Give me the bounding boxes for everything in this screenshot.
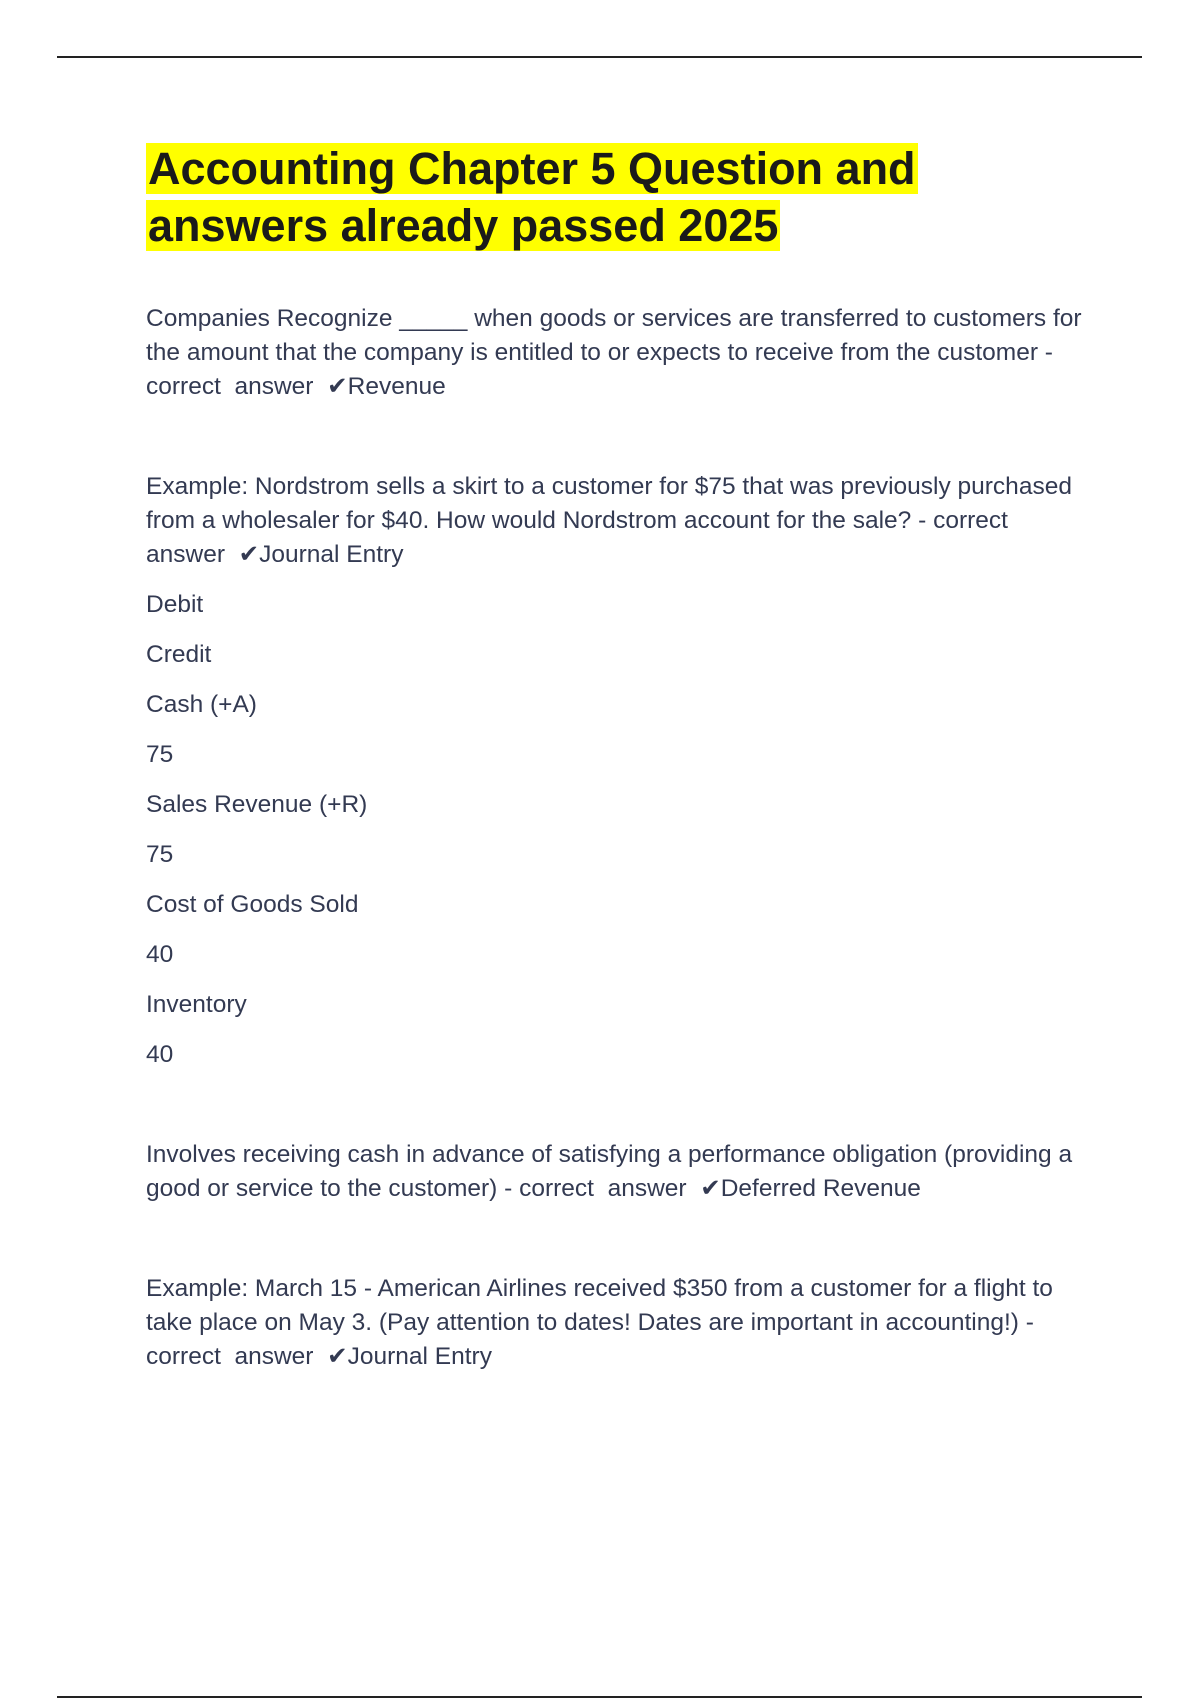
journal-line: Cost of Goods Sold — [146, 891, 359, 918]
journal-line: 75 — [146, 741, 174, 768]
answer-text: Deferred Revenue — [720, 1175, 921, 1202]
qa-item — [146, 1138, 1086, 1206]
answer-separator: - correct answer — [497, 1175, 701, 1202]
question-text: Companies Recognize _____ when goods or services are transferred to customers for the amount that the company is entitled to or expects to receive from the customer — [146, 305, 1082, 366]
checkmark-icon: ✔ — [238, 541, 260, 568]
question-text: Example: March 15 - American Airlines received $350 from a customer for a flight to take place on May 3. (Pay attention to dates! Dates are important in accounting!) — [146, 1275, 1053, 1336]
journal-line: 40 — [146, 1041, 174, 1068]
answer-text: Journal Entry — [347, 1343, 492, 1370]
qa-item — [146, 1272, 1086, 1374]
checkmark-icon: ✔ — [700, 1175, 721, 1202]
answer-separator: - correct answer — [146, 339, 1060, 400]
journal-line: Cash (+A) — [146, 691, 257, 718]
answer-text: Journal Entry — [259, 541, 404, 568]
journal-entry-lines — [146, 588, 1086, 1072]
document-title — [146, 140, 1086, 254]
answer-separator: - correct answer — [146, 1309, 1041, 1370]
qa-item — [146, 470, 1086, 572]
top-rule — [57, 56, 1142, 58]
answer-text: Revenue — [347, 373, 446, 400]
checkmark-icon: ✔ — [327, 373, 348, 400]
qa-item — [146, 302, 1086, 404]
document-body — [146, 140, 1086, 1374]
journal-line: 40 — [146, 941, 174, 968]
question-text: Example: Nordstrom sells a skirt to a customer for $75 that was previously purchased from a wholesaler for $40. How would Nordstrom account for the sale? — [146, 473, 1072, 534]
answer-separator: - correct answer — [146, 507, 1022, 568]
checkmark-icon: ✔ — [327, 1343, 348, 1370]
bottom-rule — [57, 1696, 1142, 1698]
question-text: Involves receiving cash in advance of satisfying a performance obligation (providing a good or service to the customer) — [146, 1141, 1073, 1202]
journal-line: Sales Revenue (+R) — [146, 791, 368, 818]
title-highlight: Accounting Chapter 5 Question and answers already passed 2025 — [148, 143, 916, 251]
journal-line: Credit — [146, 641, 212, 668]
journal-line: Debit — [146, 591, 204, 618]
journal-line: Inventory — [146, 991, 247, 1018]
journal-line: 75 — [146, 841, 174, 868]
